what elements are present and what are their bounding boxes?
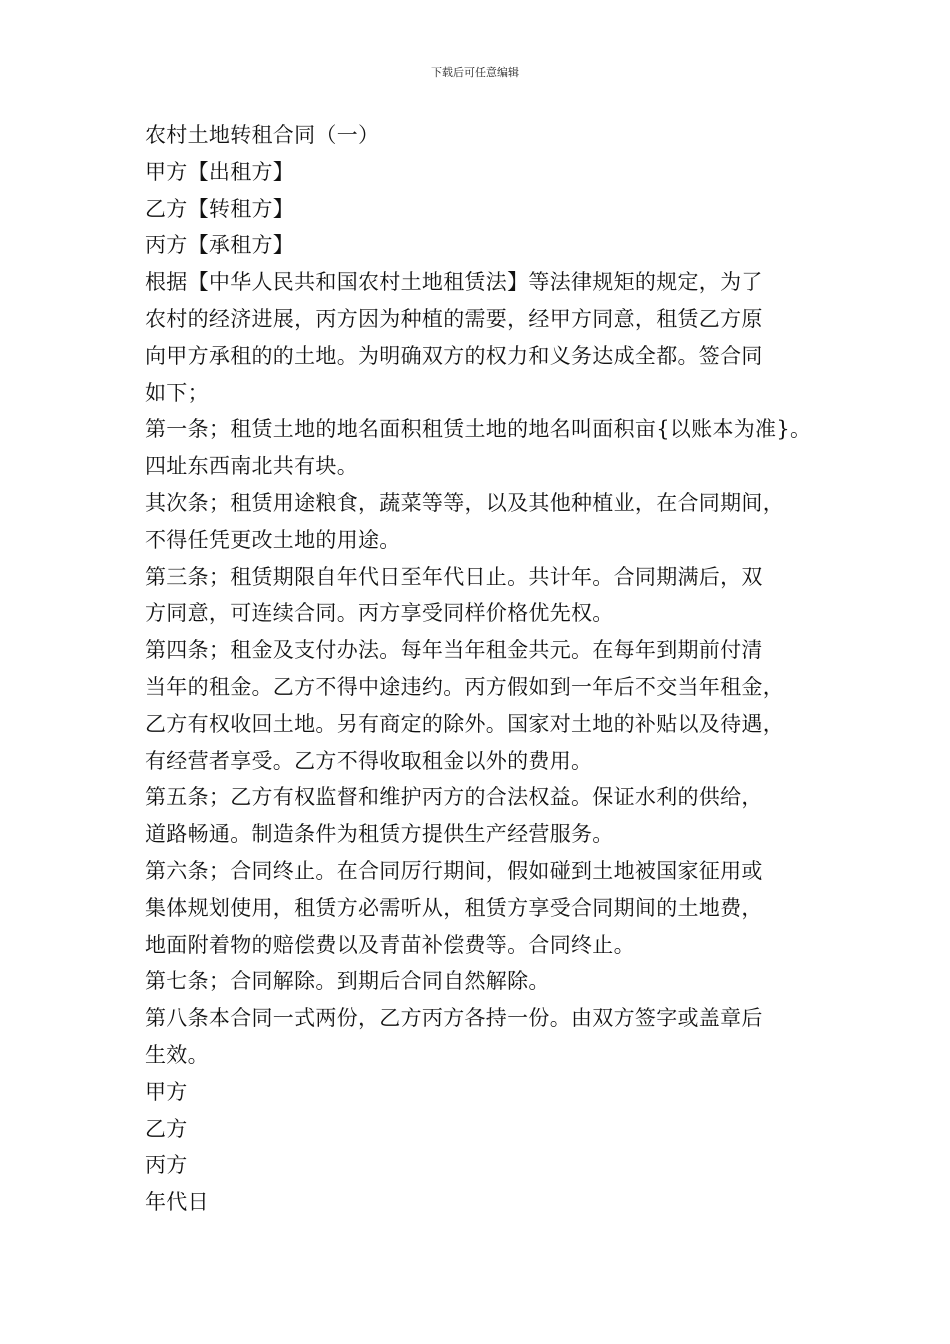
article-4-line: 有经营者享受。乙方不得收取租金以外的费用。	[145, 748, 593, 773]
article-3-line: 第三条；租赁期限自年代日至年代日止。共计年。合同期满后，双	[145, 564, 763, 589]
article-1-line: 第一条；租赁土地的地名面积租赁土地的地名叫面积亩{以账本为准}。	[145, 417, 812, 442]
article-4-line: 当年的租金。乙方不得中途违约。丙方假如到一年后不交当年租金，	[145, 674, 784, 699]
preamble-line: 根据【中华人民共和国农村土地租赁法】等法律规矩的规定，为了	[145, 270, 763, 295]
article-6-line: 第六条；合同终止。在合同厉行期间，假如碰到土地被国家征用或	[145, 858, 763, 883]
article-1-line: 四址东西南北共有块。	[145, 454, 358, 479]
article-2-line: 不得任凭更改土地的用途。	[145, 527, 401, 552]
preamble-line: 农村的经济进展，丙方因为种植的需要，经甲方同意，租赁乙方原	[145, 306, 763, 331]
article-4-line: 乙方有权收回土地。另有商定的除外。国家对土地的补贴以及待遇，	[145, 711, 784, 736]
article-6-line: 地面附着物的赔偿费以及青苗补偿费等。合同终止。	[145, 932, 635, 957]
article-4-line: 第四条；租金及支付办法。每年当年租金共元。在每年到期前付清	[145, 638, 763, 663]
article-8-line: 第八条本合同一式两份，乙方丙方各持一份。由双方签字或盖章后	[145, 1006, 763, 1031]
party-a-heading: 甲方【出租方】	[145, 159, 295, 184]
article-6-line: 集体规划使用，租赁方必需听从，租赁方享受合同期间的土地费，	[145, 895, 763, 920]
page-header-note: 下载后可任意编辑	[431, 66, 519, 79]
preamble-line: 向甲方承租的的土地。为明确双方的权力和义务达成全都。签合同	[145, 343, 763, 368]
document-title: 农村土地转租合同（一）	[145, 123, 380, 147]
article-5-line: 道路畅通。制造条件为租赁方提供生产经营服务。	[145, 822, 614, 847]
article-5-line: 第五条；乙方有权监督和维护丙方的合法权益。保证水利的供给，	[145, 785, 763, 810]
contract-body	[145, 117, 815, 1221]
preamble-line: 如下；	[145, 380, 209, 405]
signature-party-b: 乙方	[145, 1116, 188, 1141]
signature-party-a: 甲方	[145, 1079, 188, 1104]
article-8-line: 生效。	[145, 1042, 209, 1067]
party-b-heading: 乙方【转租方】	[145, 196, 295, 221]
signature-date: 年代日	[145, 1190, 209, 1215]
signature-party-c: 丙方	[145, 1153, 188, 1178]
article-3-line: 方同意，可连续合同。丙方享受同样价格优先权。	[145, 601, 614, 626]
article-2-line: 其次条；租赁用途粮食，蔬菜等等，以及其他种植业，在合同期间，	[145, 490, 784, 515]
party-c-heading: 丙方【承租方】	[145, 233, 295, 258]
article-7-line: 第七条；合同解除。到期后合同自然解除。	[145, 969, 550, 994]
